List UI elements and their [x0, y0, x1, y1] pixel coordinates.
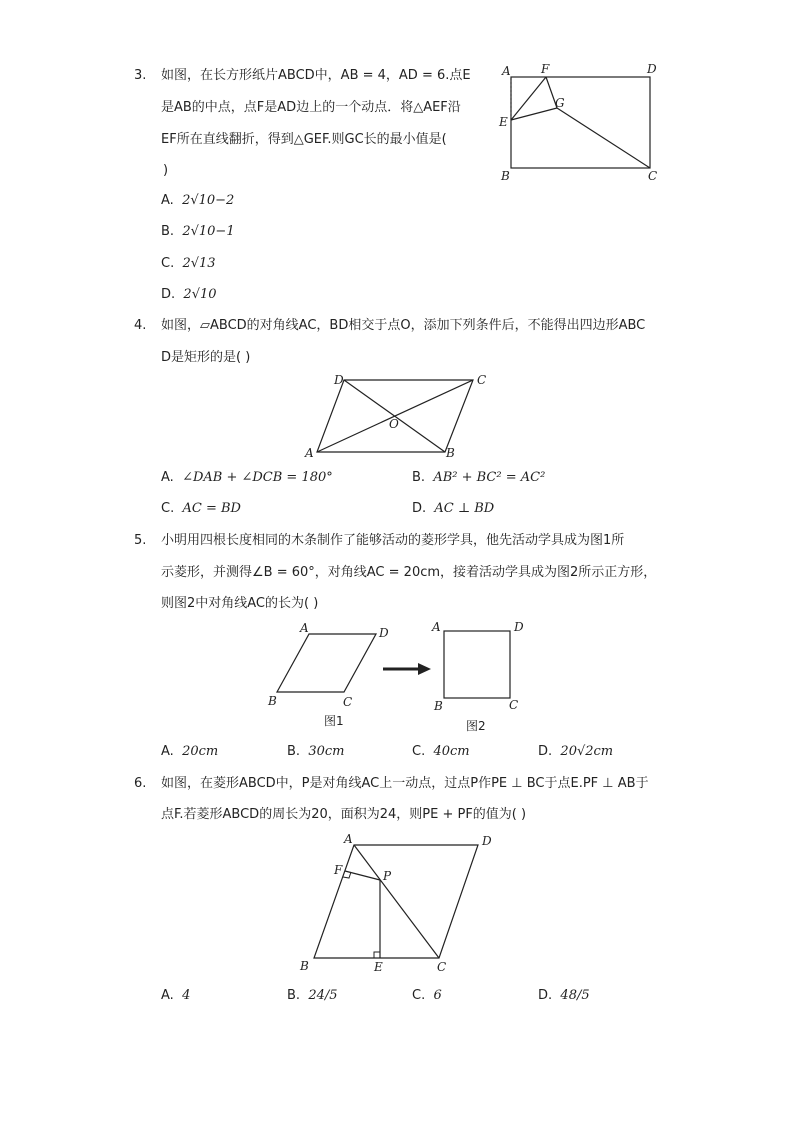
q6-label-c: C	[437, 960, 447, 974]
q5-option-c-label: C.	[412, 744, 426, 759]
q3-option-b-label: B.	[161, 224, 175, 239]
q3-label-d: D	[647, 62, 657, 76]
q4-option-c-text: AC = BD	[182, 501, 241, 516]
q4-label-d: D	[334, 373, 344, 387]
question-5-line-3: 则图2中对角线AC的长为( )	[161, 596, 319, 611]
q6-option-b[interactable]	[287, 988, 338, 1004]
q3-label-g: G	[555, 96, 565, 110]
question-3-number: 3.	[134, 68, 147, 83]
q3-label-f: F	[541, 62, 550, 76]
q3-label-b: B	[501, 169, 510, 183]
q4-option-d-text: AC ⊥ BD	[434, 501, 495, 516]
q6-option-c-text: 6	[433, 988, 442, 1003]
question-5-number: 5.	[134, 533, 147, 548]
q5-option-c-text: 40cm	[433, 744, 470, 759]
question-4-line-1: 如图，▱ABCD的对角线AC，BD相交于点O，添加下列条件后，不能得出四边形ABC	[161, 318, 646, 333]
q6-option-b-text: 24/5	[308, 988, 338, 1003]
q4-option-a-label: A.	[161, 470, 174, 485]
q6-label-b: B	[300, 959, 309, 973]
q5-fig2-label-c: C	[509, 698, 519, 712]
q5-option-b-text: 30cm	[308, 744, 345, 759]
question-3-line-4: )	[163, 163, 169, 178]
question-4-number: 4.	[134, 318, 147, 333]
q4-option-c-label: C.	[161, 501, 175, 516]
q5-fig1-label-d: D	[379, 626, 389, 640]
question-5-line-2: 示菱形，并测得∠B = 60°，对角线AC = 20cm，接着活动学具成为图2所示正方形，	[161, 565, 657, 580]
q3-option-d-label: D.	[161, 287, 176, 302]
question-5-line-1: 小明用四根长度相同的木条制作了能够活动的菱形学具，他先活动学具成为图1所	[161, 533, 625, 548]
q4-label-o: O	[389, 417, 399, 431]
question-6-number: 6.	[134, 776, 147, 791]
q6-option-c[interactable]	[412, 988, 442, 1004]
q3-option-a-text: 2√10−2	[182, 193, 235, 208]
question-6-line-2: 点F.若菱形ABCD的周长为20，面积为24，则PE + PF的值为( )	[161, 807, 527, 822]
q3-option-b-text: 2√10−1	[182, 224, 235, 239]
q6-label-p: P	[383, 869, 392, 883]
q3-label-c: C	[648, 169, 658, 183]
q3-option-c-text: 2√13	[182, 256, 216, 271]
q3-label-a: A	[502, 64, 511, 78]
q6-label-d: D	[482, 834, 492, 848]
q6-label-f: F	[334, 863, 343, 877]
q3-option-d-text: 2√10	[183, 287, 217, 302]
question-3-line-1: 如图，在长方形纸片ABCD中，AB = 4，AD = 6.点E	[161, 68, 471, 83]
q6-option-a-label: A.	[161, 988, 174, 1003]
q4-label-a: A	[305, 446, 314, 460]
q3-option-a-label: A.	[161, 193, 174, 208]
q4-option-a-text: ∠DAB + ∠DCB = 180°	[182, 470, 333, 485]
q6-option-a[interactable]	[161, 988, 190, 1004]
q6-label-e: E	[374, 960, 383, 974]
q6-option-d-text: 48/5	[560, 988, 590, 1003]
q5-fig1-label-c: C	[343, 695, 353, 709]
q5-option-d-text: 20√2cm	[560, 744, 614, 759]
question-4-line-2: D是矩形的是( )	[161, 350, 251, 365]
q5-caption-fig1: 图1	[324, 714, 344, 728]
q4-option-b-label: B.	[412, 470, 426, 485]
q5-option-b-label: B.	[287, 744, 301, 759]
q4-option-d-label: D.	[412, 501, 427, 516]
q5-fig2-label-b: B	[434, 699, 443, 713]
q5-fig2-label-a: A	[432, 620, 441, 634]
q5-fig2-label-d: D	[514, 620, 524, 634]
question-3-line-2: 是AB的中点，点F是AD边上的一个动点．将△AEF沿	[161, 100, 461, 115]
question-6-line-1: 如图，在菱形ABCD中，P是对角线AC上一动点，过点P作PE ⊥ BC于点E.PF ⊥ AB于	[161, 776, 649, 791]
q6-label-a: A	[344, 832, 353, 846]
q6-right-angle-e	[374, 952, 380, 958]
q5-caption-fig2: 图2	[466, 719, 486, 733]
q5-option-a-text: 20cm	[182, 744, 219, 759]
question-3-line-3: EF所在直线翻折，得到△GEF.则GC长的最小值是(	[161, 132, 447, 147]
q5-fig1-label-a: A	[300, 621, 309, 635]
q6-option-b-label: B.	[287, 988, 301, 1003]
q6-option-c-label: C.	[412, 988, 426, 1003]
q3-option-c-label: C.	[161, 256, 175, 271]
q4-option-b-text: AB² + BC² = AC²	[433, 470, 546, 485]
q3-label-e: E	[499, 115, 508, 129]
q4-label-c: C	[477, 373, 487, 387]
q6-option-d-label: D.	[538, 988, 553, 1003]
q6-diagonal-ac	[354, 845, 439, 958]
q4-label-b: B	[446, 446, 455, 460]
q5-option-a-label: A.	[161, 744, 174, 759]
q6-option-a-text: 4	[182, 988, 191, 1003]
q6-option-d[interactable]	[538, 988, 590, 1004]
q5-option-d-label: D.	[538, 744, 553, 759]
q5-fig1-label-b: B	[268, 694, 277, 708]
